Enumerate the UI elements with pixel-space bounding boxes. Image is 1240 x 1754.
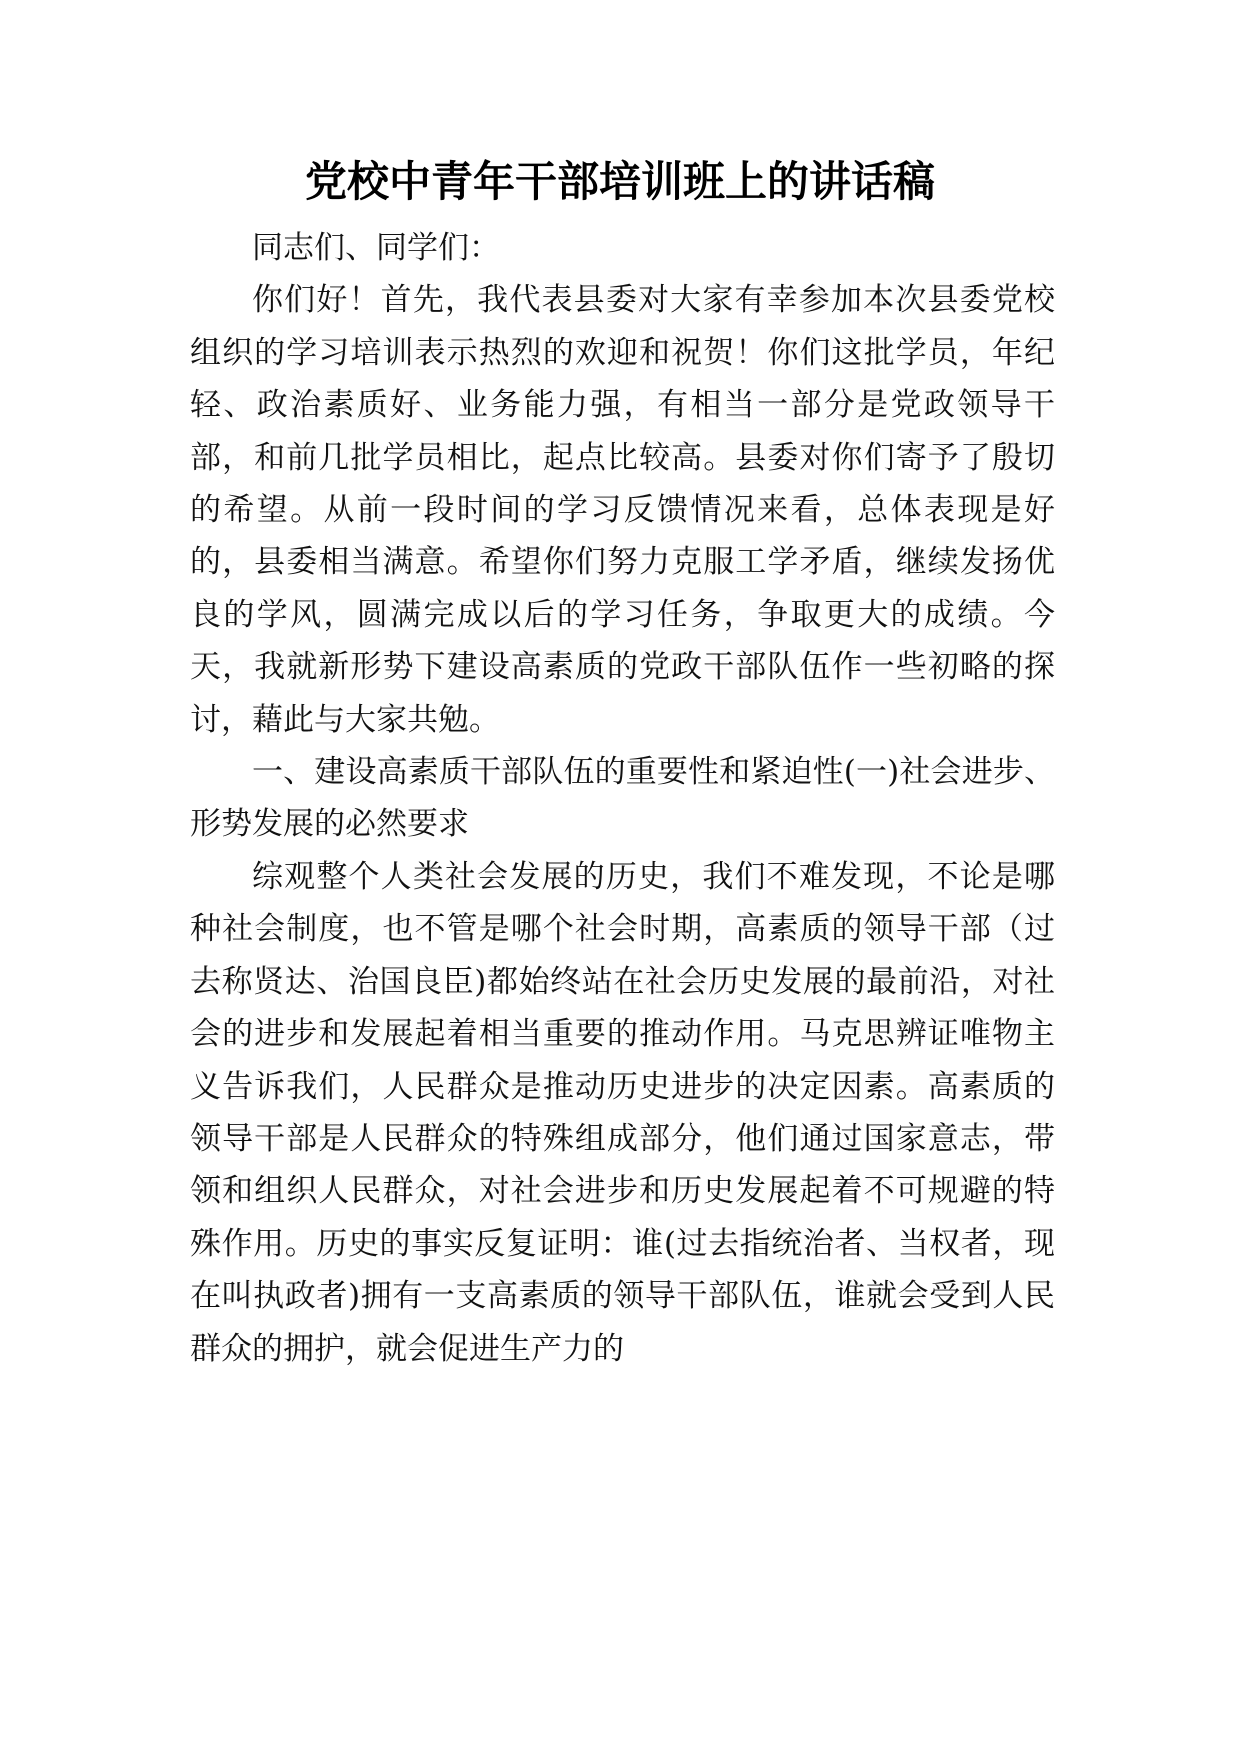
history-paragraph: 综观整个人类社会发展的历史，我们不难发现，不论是哪种社会制度，也不管是哪个社会时期，高素质的领导干部（过去称贤达、治国良臣)都始终站在社会历史发展的最前沿，对社会的进步和发展起着相当重要的推动作用。马克思辨证唯物主义告诉我们，人民群众是推动历史进步的决定因素。高素质的领导干部是人民群众的特殊组成部分，他们通过国家意志，带领和组织人民群众，对社会进步和历史发展起着不可规避的特殊作用。历史的事实反复证明：谁(过去指统治者、当权者，现在叫执政者)拥有一支高素质的领导干部队伍，谁就会受到人民群众的拥护，就会促进生产力的 (190, 858, 1055, 1367)
document-title: 党校中青年干部培训班上的讲话稿 (304, 157, 935, 206)
salutation-paragraph: 同志们、同学们： (252, 230, 500, 266)
greeting-paragraph: 你们好！首先，我代表县委对大家有幸参加本次县委党校组织的学习培训表示热烈的欢迎和祝贺！你们这批学员，年纪轻、政治素质好、业务能力强，有相当一部分是党政领导干部，和前几批学员相比，起点比较高。县委对你们寄予了殷切的希望。从前一段时间的学习反馈情况来看，总体表现是好的，县委相当满意。希望你们努力克服工学矛盾，继续发扬优良的学风，圆满完成以后的学习任务，争取更大的成绩。今天，我就新形势下建设高素质的党政干部队伍作一些初略的探讨，藉此与大家共勉。 (190, 282, 1055, 738)
section-heading-paragraph: 一、建设高素质干部队伍的重要性和紧迫性(一)社会进步、形势发展的必然要求 (190, 754, 1055, 843)
document-body (190, 222, 1055, 1375)
